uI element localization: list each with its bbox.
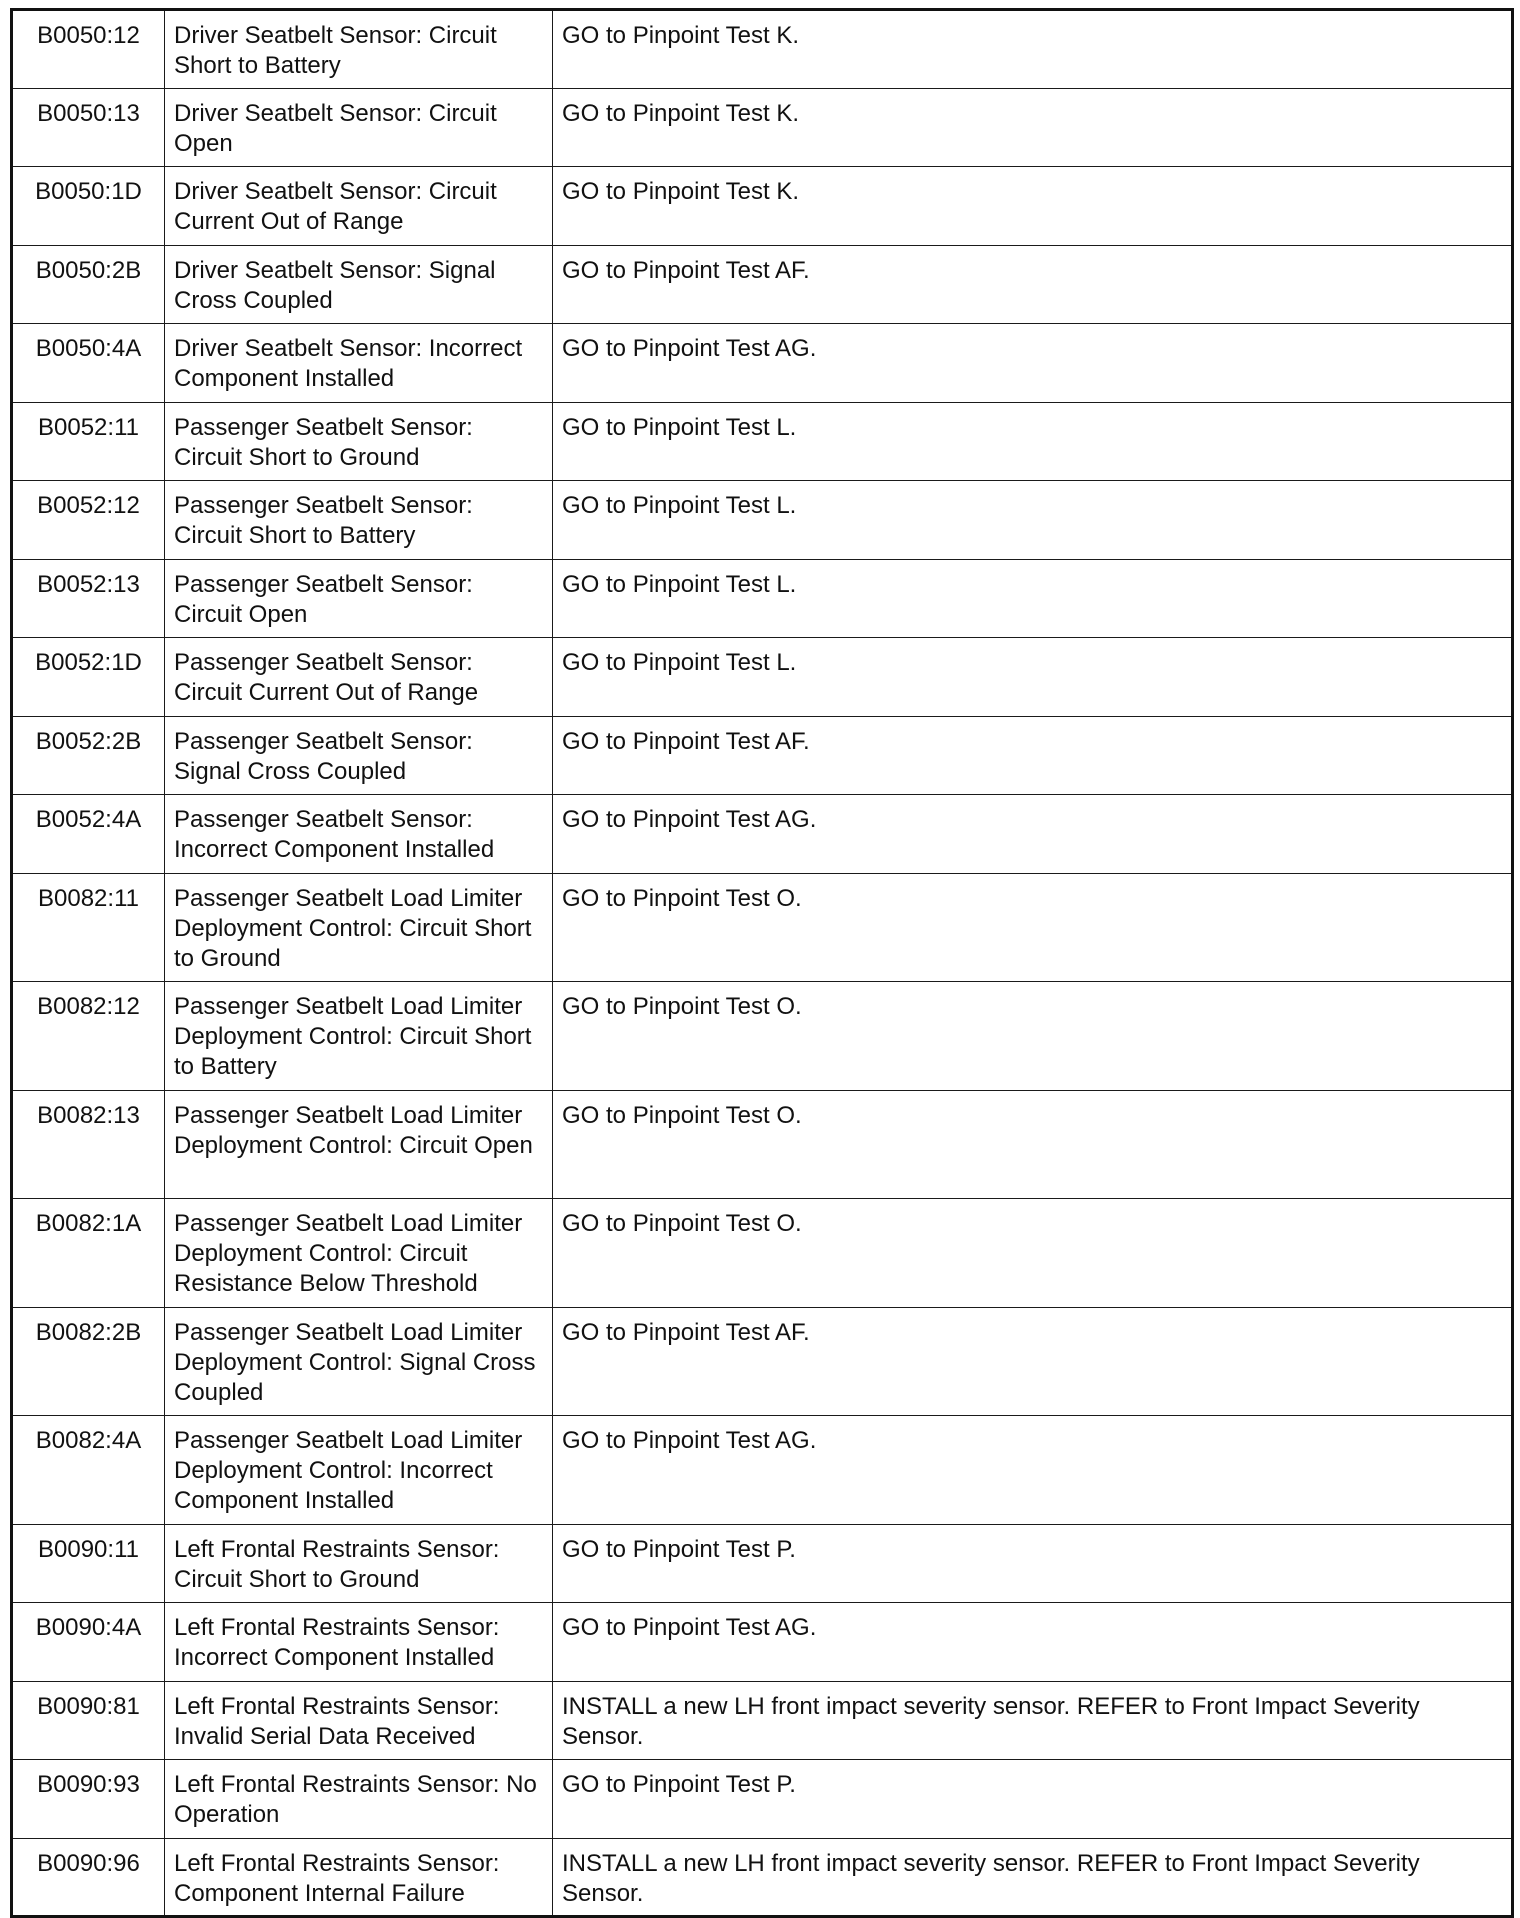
dtc-code: B0052:11	[12, 402, 165, 481]
dtc-action: GO to Pinpoint Test K.	[553, 10, 1513, 89]
table-row	[12, 1090, 1513, 1199]
dtc-description: Left Frontal Restraints Sensor: Circuit Short to Ground	[165, 1524, 553, 1603]
table-row	[12, 559, 1513, 638]
dtc-description: Passenger Seatbelt Load Limiter Deployment Control: Circuit Short to Ground	[165, 873, 553, 982]
dtc-description: Passenger Seatbelt Sensor: Circuit Current Out of Range	[165, 638, 553, 717]
table-row	[12, 795, 1513, 874]
dtc-description: Passenger Seatbelt Sensor: Circuit Short to Ground	[165, 402, 553, 481]
dtc-action: GO to Pinpoint Test AG.	[553, 324, 1513, 403]
table-row	[12, 638, 1513, 717]
dtc-description: Passenger Seatbelt Load Limiter Deployment Control: Incorrect Component Installed	[165, 1416, 553, 1525]
dtc-code: B0090:96	[12, 1838, 165, 1917]
dtc-action: GO to Pinpoint Test AF.	[553, 245, 1513, 324]
dtc-action: GO to Pinpoint Test AG.	[553, 795, 1513, 874]
dtc-code: B0082:4A	[12, 1416, 165, 1525]
dtc-code: B0090:4A	[12, 1603, 165, 1682]
dtc-description: Passenger Seatbelt Sensor: Circuit Short to Battery	[165, 481, 553, 560]
table-row	[12, 1199, 1513, 1308]
table-row	[12, 1603, 1513, 1682]
table-row	[12, 1524, 1513, 1603]
dtc-action: GO to Pinpoint Test O.	[553, 982, 1513, 1091]
dtc-description: Left Frontal Restraints Sensor: Invalid Serial Data Received	[165, 1681, 553, 1760]
table-row	[12, 1307, 1513, 1416]
dtc-action: INSTALL a new LH front impact severity sensor. REFER to Front Impact Severity Sensor.	[553, 1681, 1513, 1760]
table-row	[12, 324, 1513, 403]
dtc-action: GO to Pinpoint Test AG.	[553, 1603, 1513, 1682]
dtc-action: GO to Pinpoint Test O.	[553, 1090, 1513, 1199]
dtc-description: Passenger Seatbelt Sensor: Signal Cross Coupled	[165, 716, 553, 795]
dtc-code: B0052:2B	[12, 716, 165, 795]
table-row	[12, 1760, 1513, 1839]
dtc-action: INSTALL a new LH front impact severity sensor. REFER to Front Impact Severity Sensor.	[553, 1838, 1513, 1917]
table-row	[12, 716, 1513, 795]
dtc-action: GO to Pinpoint Test L.	[553, 481, 1513, 560]
dtc-code: B0050:13	[12, 88, 165, 167]
dtc-description: Passenger Seatbelt Load Limiter Deployment Control: Circuit Short to Battery	[165, 982, 553, 1091]
dtc-description: Left Frontal Restraints Sensor: Component Internal Failure	[165, 1838, 553, 1917]
dtc-code: B0090:11	[12, 1524, 165, 1603]
dtc-action: GO to Pinpoint Test AG.	[553, 1416, 1513, 1525]
dtc-action: GO to Pinpoint Test L.	[553, 402, 1513, 481]
table-row	[12, 88, 1513, 167]
dtc-action: GO to Pinpoint Test AF.	[553, 1307, 1513, 1416]
dtc-action: GO to Pinpoint Test K.	[553, 88, 1513, 167]
dtc-code: B0082:12	[12, 982, 165, 1091]
dtc-description: Driver Seatbelt Sensor: Circuit Short to Battery	[165, 10, 553, 89]
dtc-action: GO to Pinpoint Test L.	[553, 559, 1513, 638]
dtc-code: B0090:93	[12, 1760, 165, 1839]
dtc-action: GO to Pinpoint Test O.	[553, 873, 1513, 982]
dtc-description: Driver Seatbelt Sensor: Incorrect Component Installed	[165, 324, 553, 403]
dtc-code: B0052:13	[12, 559, 165, 638]
table-row	[12, 1416, 1513, 1525]
table-row	[12, 1681, 1513, 1760]
dtc-code: B0082:1A	[12, 1199, 165, 1308]
table-row	[12, 10, 1513, 89]
table-row	[12, 167, 1513, 246]
dtc-description: Left Frontal Restraints Sensor: No Operation	[165, 1760, 553, 1839]
dtc-code: B0082:13	[12, 1090, 165, 1199]
dtc-action: GO to Pinpoint Test P.	[553, 1524, 1513, 1603]
table-row	[12, 481, 1513, 560]
table-row	[12, 1838, 1513, 1917]
dtc-code: B0052:4A	[12, 795, 165, 874]
dtc-description: Passenger Seatbelt Load Limiter Deployment Control: Circuit Open	[165, 1090, 553, 1199]
dtc-code: B0082:11	[12, 873, 165, 982]
dtc-code: B0050:2B	[12, 245, 165, 324]
table-row	[12, 873, 1513, 982]
table-row	[12, 982, 1513, 1091]
dtc-code: B0082:2B	[12, 1307, 165, 1416]
dtc-action: GO to Pinpoint Test O.	[553, 1199, 1513, 1308]
dtc-code: B0052:1D	[12, 638, 165, 717]
dtc-description: Passenger Seatbelt Sensor: Incorrect Component Installed	[165, 795, 553, 874]
dtc-table-body	[12, 10, 1513, 1917]
dtc-action: GO to Pinpoint Test K.	[553, 167, 1513, 246]
table-row	[12, 245, 1513, 324]
dtc-code: B0090:81	[12, 1681, 165, 1760]
dtc-action: GO to Pinpoint Test P.	[553, 1760, 1513, 1839]
dtc-code: B0050:12	[12, 10, 165, 89]
dtc-description: Driver Seatbelt Sensor: Circuit Current Out of Range	[165, 167, 553, 246]
dtc-description: Passenger Seatbelt Load Limiter Deployment Control: Circuit Resistance Below Threshold	[165, 1199, 553, 1308]
dtc-code: B0050:1D	[12, 167, 165, 246]
dtc-action: GO to Pinpoint Test L.	[553, 638, 1513, 717]
dtc-table	[10, 8, 1514, 1918]
dtc-code: B0052:12	[12, 481, 165, 560]
dtc-action: GO to Pinpoint Test AF.	[553, 716, 1513, 795]
dtc-code: B0050:4A	[12, 324, 165, 403]
dtc-description: Passenger Seatbelt Load Limiter Deployment Control: Signal Cross Coupled	[165, 1307, 553, 1416]
dtc-description: Passenger Seatbelt Sensor: Circuit Open	[165, 559, 553, 638]
dtc-description: Driver Seatbelt Sensor: Signal Cross Coupled	[165, 245, 553, 324]
table-row	[12, 402, 1513, 481]
dtc-description: Driver Seatbelt Sensor: Circuit Open	[165, 88, 553, 167]
dtc-description: Left Frontal Restraints Sensor: Incorrect Component Installed	[165, 1603, 553, 1682]
